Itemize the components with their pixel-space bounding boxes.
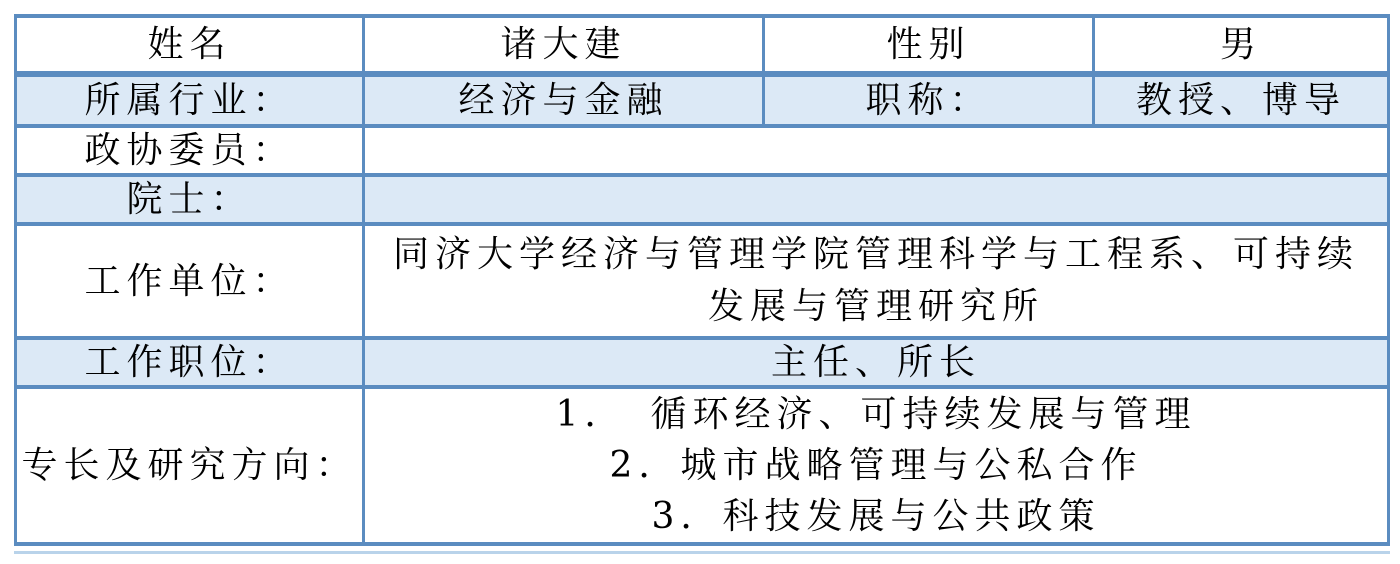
table-row-workunit — [16, 224, 1389, 338]
workunit-value-cell: 同济大学经济与管理学院管理科学与工程系、可持续发展与管理研究所 — [364, 224, 1389, 338]
research-item-3: 3．科技发展与公共政策 — [651, 496, 1101, 537]
table-row-position — [16, 338, 1389, 387]
table-row-cppcc — [16, 126, 1389, 175]
table-row-name — [16, 16, 1389, 74]
cppcc-value-cell — [364, 126, 1389, 175]
research-item-1: 1． 循环经济、可持续发展与管理 — [555, 394, 1197, 435]
industry-label-cell: 所属行业： — [16, 74, 364, 126]
name-value-cell: 诸大建 — [364, 16, 764, 74]
personnel-info-table — [14, 14, 1390, 546]
title-label-cell: 职称： — [764, 74, 1094, 126]
academician-value-cell — [364, 175, 1389, 224]
research-item-2: 2．城市战略管理与公私合作 — [609, 445, 1143, 486]
title-value-cell: 教授、博导 — [1094, 74, 1389, 126]
industry-value-cell: 经济与金融 — [364, 74, 764, 126]
academician-label-cell: 院士： — [16, 175, 364, 224]
table-row-industry — [16, 74, 1389, 126]
position-value-cell: 主任、所长 — [364, 338, 1389, 387]
bottom-divider-line — [14, 551, 1390, 554]
gender-value-cell: 男 — [1094, 16, 1389, 74]
workunit-label-cell: 工作单位： — [16, 224, 364, 338]
position-label-cell: 工作职位： — [16, 338, 364, 387]
name-label-cell: 姓名 — [16, 16, 364, 74]
table-row-academician — [16, 175, 1389, 224]
research-value-cell — [364, 387, 1389, 544]
table-row-research — [16, 387, 1389, 544]
gender-label-cell: 性别 — [764, 16, 1094, 74]
cppcc-label-cell: 政协委员： — [16, 126, 364, 175]
research-label-cell: 专长及研究方向： — [16, 387, 364, 544]
